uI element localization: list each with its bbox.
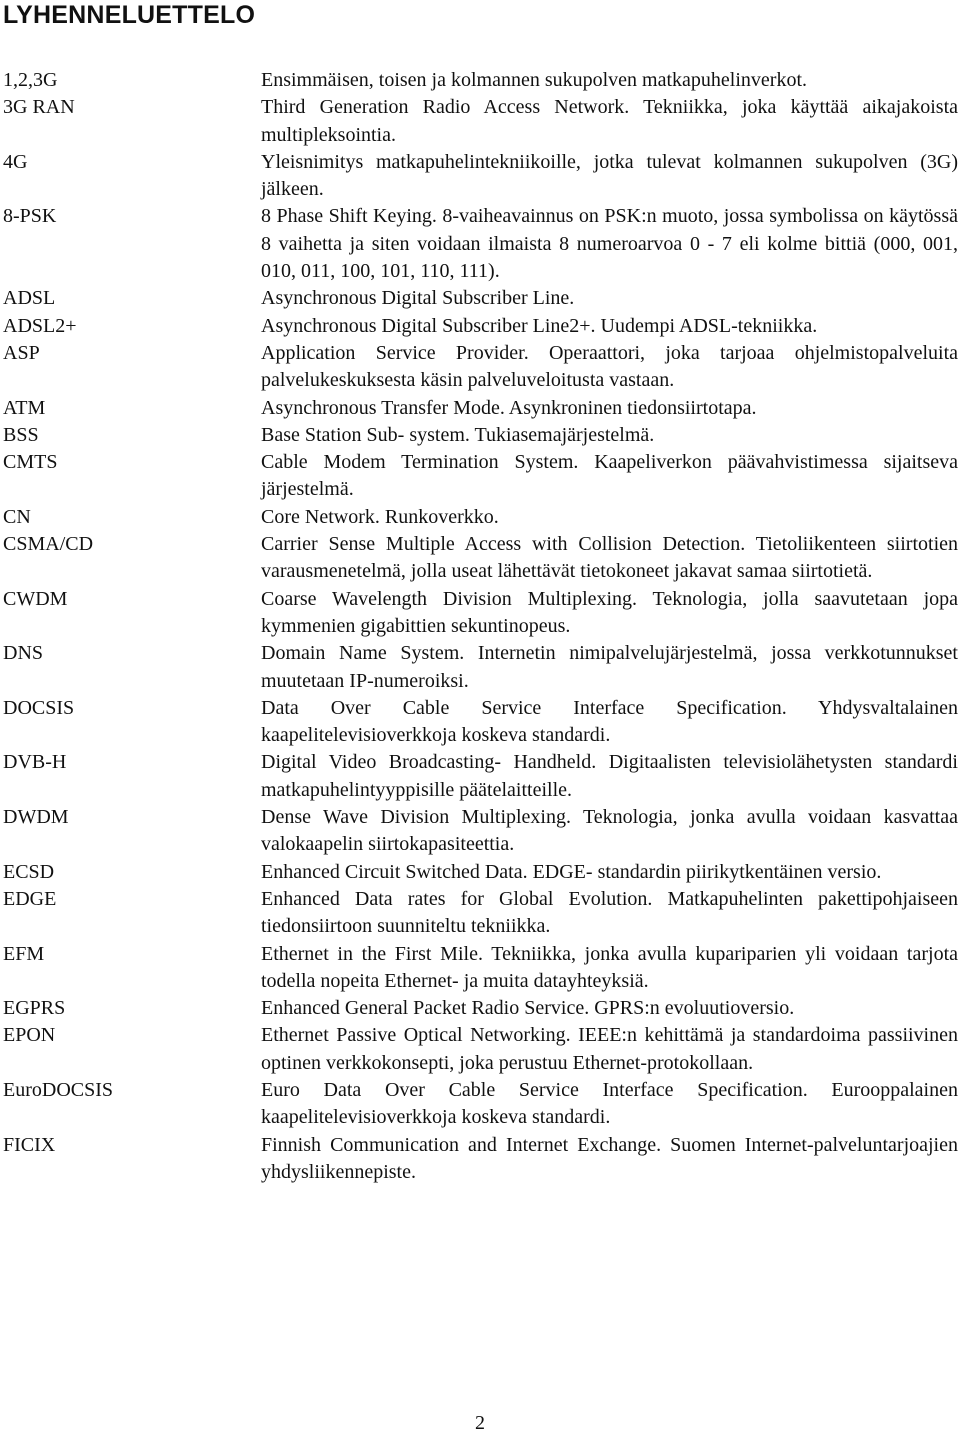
abbreviation-definition: Core Network. Runkoverkko. — [261, 505, 499, 528]
abbreviation-entry — [3, 749, 958, 804]
abbreviation-term: CMTS — [3, 451, 58, 474]
abbreviation-term: EDGE — [3, 887, 57, 910]
abbreviation-term: ADSL — [3, 287, 56, 310]
abbreviation-term: EGPRS — [3, 997, 66, 1020]
abbreviation-term: ADSL2+ — [3, 314, 77, 337]
abbreviation-definition: Digital Video Broadcasting- Handheld. Digitaalisten televisiolähetysten standardi matkapuhelintyyppisille päätelaitteille. — [261, 751, 958, 801]
abbreviation-entry — [3, 94, 958, 149]
abbreviation-term: EuroDOCSIS — [3, 1078, 114, 1101]
abbreviation-definition: Dense Wave Division Multiplexing. Teknologia, jonka avulla voidaan kasvattaa valokaapelin siirtokapasiteettia. — [261, 806, 958, 856]
abbreviation-definition: Cable Modem Termination System. Kaapeliverkon päävahvistimessa sijaitseva järjestelmä. — [261, 451, 958, 501]
abbreviation-definition: Application Service Provider. Operaattori, joka tarjoaa ohjelmistopalveluita palvelukeskuksesta käsin palveluveloitusta vastaan. — [261, 341, 958, 392]
abbreviation-entry — [3, 1077, 958, 1132]
abbreviation-entry — [3, 340, 958, 395]
abbreviation-term: EFM — [3, 942, 45, 965]
abbreviation-entry — [3, 504, 958, 531]
abbreviation-term: 8-PSK — [3, 205, 57, 228]
abbreviation-definition: Domain Name System. Internetin nimipalvelujärjestelmä, jossa verkkotunnukset muutetaan IP-numeroiksi. — [261, 642, 958, 692]
abbreviation-entry — [3, 1132, 958, 1187]
abbreviation-entry — [3, 531, 958, 586]
abbreviation-definition: Coarse Wavelength Division Multiplexing. Teknologia, jolla saavutetaan jopa kymmenien gigabittien sekuntinopeus. — [261, 587, 958, 637]
abbreviation-definition: Euro Data Over Cable Service Interface Specification. Eurooppalainen kaapelitelevisioverkkoja koskeva standardi. — [261, 1078, 958, 1129]
abbreviation-definition: Yleisnimitys matkapuhelintekniikoille, jotka tulevat kolmannen sukupolven (3G) jälkeen. — [261, 150, 958, 201]
abbreviation-entry — [3, 859, 958, 886]
abbreviation-term: 3G RAN — [3, 96, 75, 119]
abbreviation-term: BSS — [3, 423, 39, 446]
abbreviation-term: EPON — [3, 1024, 56, 1047]
abbreviation-entry — [3, 449, 958, 504]
abbreviation-entry — [3, 422, 958, 449]
abbreviation-definition: 8 Phase Shift Keying. 8-vaiheavainnus on PSK:n muoto, jossa symbolissa on käytössä 8 vaihetta ja siten voidaan ilmaista 8 numeroarvoa 0 - 7 eli kolme bittiä (000, 001, 010, 011, 100, 101, 110, 111). — [261, 205, 958, 283]
abbreviation-entry — [3, 203, 958, 285]
abbreviation-definition: Asynchronous Transfer Mode. Asynkroninen tiedonsiirtotapa. — [261, 396, 757, 419]
abbreviation-term: ECSD — [3, 860, 55, 883]
abbreviation-term: ASP — [3, 341, 40, 364]
abbreviation-definition: Third Generation Radio Access Network. Tekniikka, joka käyttää aikajakoista multipleksointia. — [261, 96, 958, 146]
abbreviation-term: 1,2,3G — [3, 69, 58, 91]
abbreviation-entry — [3, 313, 958, 340]
abbreviation-term: CWDM — [3, 587, 68, 610]
abbreviation-term: 4G — [3, 150, 28, 173]
page-title: LYHENNELUETTELO — [3, 1, 256, 29]
abbreviation-entry — [3, 1022, 958, 1077]
abbreviation-term: FICIX — [3, 1133, 56, 1156]
abbreviation-definition: Asynchronous Digital Subscriber Line. — [261, 287, 575, 310]
abbreviation-term: DOCSIS — [3, 696, 75, 719]
abbreviation-list — [3, 67, 958, 1186]
abbreviation-term: CN — [3, 505, 31, 528]
abbreviation-definition: Carrier Sense Multiple Access with Collision Detection. Tietoliikenteen siirtotien varausmenetelmä, jolla useat lähettävät tietokoneet jakavat samaa siirtotietä. — [261, 533, 958, 583]
abbreviation-entry — [3, 995, 958, 1022]
abbreviation-entry — [3, 941, 958, 996]
abbreviation-definition: Enhanced Circuit Switched Data. EDGE- standardin piirikytkentäinen versio. — [261, 860, 882, 883]
abbreviation-definition: Finnish Communication and Internet Exchange. Suomen Internet-palveluntarjoajien yhdysliikennepiste. — [261, 1133, 958, 1183]
abbreviation-entry — [3, 149, 958, 204]
abbreviation-definition: Enhanced Data rates for Global Evolution. Matkapuhelinten pakettipohjaiseen tiedonsiirtoon suunniteltu tekniikka. — [261, 887, 958, 938]
abbreviation-term: ATM — [3, 396, 46, 419]
abbreviation-entry — [3, 285, 958, 312]
abbreviation-definition: Enhanced General Packet Radio Service. GPRS:n evoluutioversio. — [261, 997, 795, 1020]
abbreviation-definition: Asynchronous Digital Subscriber Line2+. Uudempi ADSL-tekniikka. — [261, 314, 818, 337]
abbreviation-entry — [3, 804, 958, 859]
abbreviation-definition: Ensimmäisen, toisen ja kolmannen sukupolven matkapuhelinverkot. — [261, 69, 808, 91]
abbreviation-term: DWDM — [3, 806, 69, 829]
page-number: 2 — [475, 1412, 485, 1434]
abbreviation-definition: Ethernet in the First Mile. Tekniikka, jonka avulla kupariparien yli voidaan tarjota todella nopeita Ethernet- ja muita datayhteyksiä. — [261, 942, 958, 992]
abbreviation-definition: Data Over Cable Service Interface Specification. Yhdysvaltalainen kaapelitelevisioverkkoja koskeva standardi. — [261, 696, 958, 747]
abbreviation-entry — [3, 586, 958, 641]
abbreviation-definition: Ethernet Passive Optical Networking. IEEE:n kehittämä ja standardoima passiivinen optinen verkkokonsepti, joka perustuu Ethernet-protokollaan. — [261, 1024, 958, 1074]
abbreviation-entry — [3, 886, 958, 941]
abbreviation-term: CSMA/CD — [3, 533, 94, 556]
abbreviation-entry — [3, 395, 958, 422]
abbreviation-entry — [3, 67, 958, 94]
abbreviation-definition: Base Station Sub- system. Tukiasemajärjestelmä. — [261, 423, 655, 446]
abbreviation-term: DNS — [3, 642, 44, 665]
abbreviation-term: DVB-H — [3, 751, 67, 774]
abbreviation-entry — [3, 695, 958, 750]
abbreviation-entry — [3, 640, 958, 695]
